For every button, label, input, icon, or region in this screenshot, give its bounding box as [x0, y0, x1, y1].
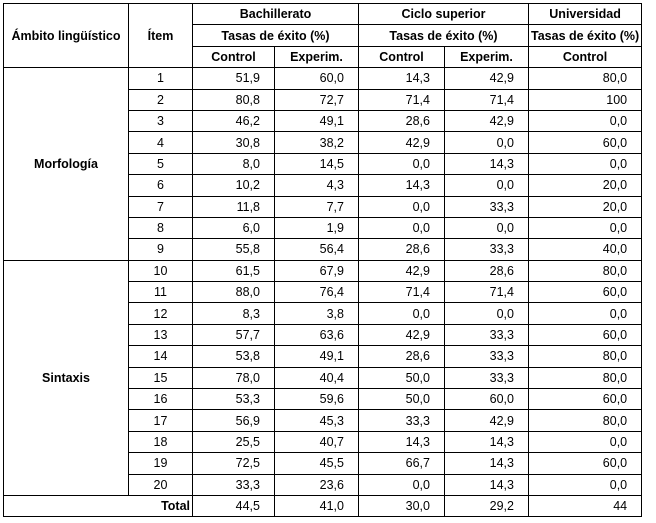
- ambito-header: Ámbito lingüístico: [4, 4, 129, 68]
- rate-cell: 40,0: [529, 239, 642, 260]
- table-row: [4, 68, 642, 89]
- rate-cell: 42,9: [445, 110, 529, 131]
- rate-cell: 38,2: [275, 132, 359, 153]
- rate-cell: 8,3: [193, 303, 275, 324]
- group-header-ciclo-superior: Ciclo superior: [359, 4, 529, 25]
- item-number: 3: [129, 110, 193, 131]
- rate-cell: 61,5: [193, 260, 275, 281]
- rate-cell: 33,3: [445, 196, 529, 217]
- rate-cell: 14,5: [275, 153, 359, 174]
- item-number: 2: [129, 89, 193, 110]
- rate-cell: 28,6: [359, 110, 445, 131]
- rate-cell: 49,1: [275, 110, 359, 131]
- table-header: [4, 4, 642, 68]
- total-value: 41,0: [275, 495, 359, 516]
- rate-cell: 33,3: [359, 410, 445, 431]
- rate-cell: 33,3: [193, 474, 275, 495]
- item-number: 1: [129, 68, 193, 89]
- rate-cell: 72,5: [193, 453, 275, 474]
- table-body: [4, 68, 642, 496]
- total-value: 44,5: [193, 495, 275, 516]
- rate-cell: 3,8: [275, 303, 359, 324]
- rate-cell: 71,4: [359, 89, 445, 110]
- item-number: 13: [129, 324, 193, 345]
- rate-cell: 8,0: [193, 153, 275, 174]
- rate-cell: 42,9: [445, 410, 529, 431]
- rate-cell: 60,0: [529, 389, 642, 410]
- item-number: 12: [129, 303, 193, 324]
- rate-cell: 14,3: [445, 474, 529, 495]
- rate-cell: 80,0: [529, 260, 642, 281]
- rate-cell: 71,4: [359, 282, 445, 303]
- table-row: [4, 260, 642, 281]
- rate-cell: 53,8: [193, 346, 275, 367]
- rate-cell: 4,3: [275, 175, 359, 196]
- item-number: 10: [129, 260, 193, 281]
- rate-cell: 67,9: [275, 260, 359, 281]
- group-header-bachillerato: Bachillerato: [193, 4, 359, 25]
- rate-cell: 11,8: [193, 196, 275, 217]
- table-footer: [4, 495, 642, 516]
- item-number: 4: [129, 132, 193, 153]
- rate-cell: 0,0: [359, 153, 445, 174]
- rate-cell: 0,0: [359, 196, 445, 217]
- rate-cell: 28,6: [445, 260, 529, 281]
- group-header-universidad: Universidad: [529, 4, 642, 25]
- rate-cell: 40,7: [275, 431, 359, 452]
- item-number: 15: [129, 367, 193, 388]
- rate-cell: 0,0: [529, 303, 642, 324]
- rate-cell: 60,0: [275, 68, 359, 89]
- item-number: 14: [129, 346, 193, 367]
- rate-cell: 28,6: [359, 239, 445, 260]
- rate-cell: 33,3: [445, 239, 529, 260]
- item-number: 9: [129, 239, 193, 260]
- rate-cell: 0,0: [529, 217, 642, 238]
- rate-cell: 42,9: [359, 260, 445, 281]
- rate-cell: 0,0: [529, 110, 642, 131]
- subheader-rate: Tasas de éxito (%): [529, 25, 642, 46]
- rate-cell: 0,0: [359, 303, 445, 324]
- rate-cell: 71,4: [445, 282, 529, 303]
- total-value: 29,2: [445, 495, 529, 516]
- rate-cell: 0,0: [445, 303, 529, 324]
- rate-cell: 42,9: [359, 324, 445, 345]
- item-number: 11: [129, 282, 193, 303]
- rate-cell: 50,0: [359, 389, 445, 410]
- item-number: 20: [129, 474, 193, 495]
- col-header-experim: Experim.: [445, 46, 529, 67]
- rate-cell: 14,3: [359, 175, 445, 196]
- rate-cell: 51,9: [193, 68, 275, 89]
- rate-cell: 1,9: [275, 217, 359, 238]
- rate-cell: 46,2: [193, 110, 275, 131]
- col-header-control: Control: [529, 46, 642, 67]
- results-table: [3, 3, 642, 517]
- rate-cell: 0,0: [529, 153, 642, 174]
- rate-cell: 55,8: [193, 239, 275, 260]
- rate-cell: 66,7: [359, 453, 445, 474]
- rate-cell: 71,4: [445, 89, 529, 110]
- rate-cell: 33,3: [445, 324, 529, 345]
- rate-cell: 88,0: [193, 282, 275, 303]
- rate-cell: 0,0: [445, 175, 529, 196]
- rate-cell: 56,4: [275, 239, 359, 260]
- rate-cell: 80,0: [529, 367, 642, 388]
- rate-cell: 0,0: [445, 217, 529, 238]
- rate-cell: 14,3: [445, 453, 529, 474]
- rate-cell: 76,4: [275, 282, 359, 303]
- rate-cell: 53,3: [193, 389, 275, 410]
- rate-cell: 80,0: [529, 346, 642, 367]
- total-value: 44: [529, 495, 642, 516]
- total-label: Total: [4, 495, 193, 516]
- rate-cell: 14,3: [445, 431, 529, 452]
- rate-cell: 78,0: [193, 367, 275, 388]
- rate-cell: 60,0: [529, 132, 642, 153]
- rate-cell: 45,3: [275, 410, 359, 431]
- col-header-control: Control: [193, 46, 275, 67]
- item-number: 17: [129, 410, 193, 431]
- rate-cell: 56,9: [193, 410, 275, 431]
- rate-cell: 49,1: [275, 346, 359, 367]
- item-number: 18: [129, 431, 193, 452]
- rate-cell: 0,0: [529, 474, 642, 495]
- rate-cell: 60,0: [445, 389, 529, 410]
- item-number: 16: [129, 389, 193, 410]
- rate-cell: 28,6: [359, 346, 445, 367]
- col-header-experim: Experim.: [275, 46, 359, 67]
- rate-cell: 60,0: [529, 282, 642, 303]
- rate-cell: 42,9: [359, 132, 445, 153]
- item-number: 5: [129, 153, 193, 174]
- rate-cell: 20,0: [529, 196, 642, 217]
- item-number: 7: [129, 196, 193, 217]
- subheader-rate: Tasas de éxito (%): [359, 25, 529, 46]
- total-value: 30,0: [359, 495, 445, 516]
- rate-cell: 59,6: [275, 389, 359, 410]
- rate-cell: 80,0: [529, 410, 642, 431]
- rate-cell: 57,7: [193, 324, 275, 345]
- rate-cell: 0,0: [445, 132, 529, 153]
- rate-cell: 10,2: [193, 175, 275, 196]
- rate-cell: 100: [529, 89, 642, 110]
- rate-cell: 20,0: [529, 175, 642, 196]
- rate-cell: 40,4: [275, 367, 359, 388]
- rate-cell: 80,0: [529, 68, 642, 89]
- rate-cell: 72,7: [275, 89, 359, 110]
- col-header-control: Control: [359, 46, 445, 67]
- rate-cell: 60,0: [529, 324, 642, 345]
- rate-cell: 14,3: [359, 68, 445, 89]
- rate-cell: 42,9: [445, 68, 529, 89]
- subheader-rate: Tasas de éxito (%): [193, 25, 359, 46]
- rate-cell: 33,3: [445, 367, 529, 388]
- item-header: Ítem: [129, 4, 193, 68]
- item-number: 19: [129, 453, 193, 474]
- item-number: 6: [129, 175, 193, 196]
- rate-cell: 33,3: [445, 346, 529, 367]
- rate-cell: 0,0: [529, 431, 642, 452]
- rate-cell: 30,8: [193, 132, 275, 153]
- rate-cell: 60,0: [529, 453, 642, 474]
- rate-cell: 23,6: [275, 474, 359, 495]
- rate-cell: 80,8: [193, 89, 275, 110]
- rate-cell: 25,5: [193, 431, 275, 452]
- section-label-sintaxis: Sintaxis: [4, 260, 129, 495]
- total-row: [4, 495, 642, 516]
- rate-cell: 6,0: [193, 217, 275, 238]
- rate-cell: 7,7: [275, 196, 359, 217]
- rate-cell: 0,0: [359, 217, 445, 238]
- item-number: 8: [129, 217, 193, 238]
- rate-cell: 63,6: [275, 324, 359, 345]
- rate-cell: 14,3: [445, 153, 529, 174]
- rate-cell: 14,3: [359, 431, 445, 452]
- rate-cell: 50,0: [359, 367, 445, 388]
- rate-cell: 0,0: [359, 474, 445, 495]
- rate-cell: 45,5: [275, 453, 359, 474]
- section-label-morfologia: Morfología: [4, 68, 129, 261]
